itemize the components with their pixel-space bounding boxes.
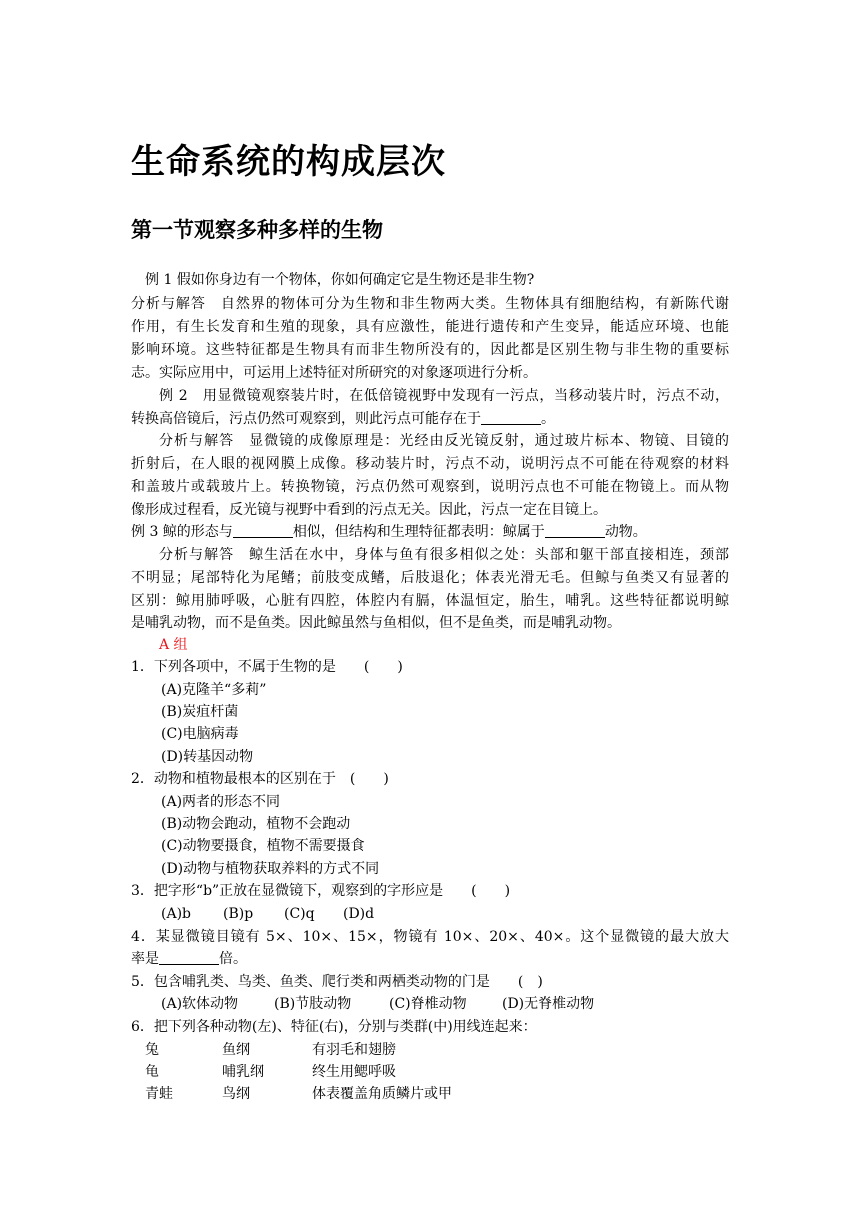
option[interactable]: (A)克隆羊“多莉” — [161, 682, 267, 698]
example-1-answer-line: 分析与解答 自然界的物体可分为生物和非生物两大类。生物体具有细胞结构，有新陈代谢 — [131, 296, 729, 312]
option[interactable]: (A)b — [161, 906, 191, 922]
question-6: 6．把下列各种动物(左)、特征(右)，分别与类群(中)用线连起来： — [131, 1019, 537, 1035]
section-title: 第一节观察多种多样的生物 — [131, 218, 383, 242]
example-3-text: 相似，但结构和生理特征都表明：鲸属于 — [292, 524, 545, 540]
example-3-text: 动物。 — [604, 524, 647, 540]
question-3: 3．把字形“b”正放在显微镜下，观察到的字形应是 ( ) — [131, 883, 511, 899]
question-4: 4．某显微镜目镜有 5×、10×、15×，物镜有 10×、20×、40×。这个显微镜的最大放大 — [131, 929, 729, 945]
example-2-answer-line: 和盖玻片或载玻片上。转换物镜，污点仍然可观察到，说明污点也不可能在物镜上。而从物 — [131, 479, 729, 495]
option[interactable]: (B)炭疽杆菌 — [161, 704, 239, 720]
matching-right-item[interactable]: 终生用鳃呼吸 — [312, 1064, 396, 1080]
question-4-text: 率是 — [131, 951, 159, 967]
example-3-answer-line: 不明显；尾部特化为尾鳍；前肢变成鳍，后肢退化；体表光滑无毛。但鲸与鱼类又有显著的 — [131, 570, 729, 586]
option[interactable]: (C)脊椎动物 — [389, 996, 467, 1012]
option[interactable]: (B)动物会跑动，植物不会跑动 — [161, 816, 351, 832]
example-3-answer-line: 区别：鲸用肺呼吸，心脏有四腔，体腔内有膈，体温恒定，胎生，哺乳。这些特征都说明鲸 — [131, 593, 729, 609]
question-4-cont — [131, 949, 247, 969]
option[interactable]: (B)p — [223, 906, 254, 922]
option[interactable]: (A)两者的形态不同 — [161, 794, 281, 810]
matching-right-item[interactable]: 有羽毛和翅膀 — [312, 1042, 396, 1058]
option[interactable]: (C)q — [284, 906, 315, 922]
matching-middle-item[interactable]: 鸟纲 — [222, 1086, 250, 1102]
matching-middle-item[interactable]: 鱼纲 — [222, 1042, 250, 1058]
option[interactable]: (B)节肢动物 — [274, 996, 352, 1012]
option[interactable]: (C)电脑病毒 — [161, 726, 239, 742]
example-2-answer-line: 像形成过程看，反光镜与视野中看到的污点无关。因此，污点一定在目镜上。 — [131, 502, 607, 518]
matching-middle-item[interactable]: 哺乳纲 — [222, 1064, 264, 1080]
example-3-answer-line: 分析与解答 鲸生活在水中，身体与鱼有很多相似之处：头部和躯干部直接相连，颈部 — [159, 547, 729, 563]
example-2-question: 例 2 用显微镜观察装片时，在低倍镜视野中发现有一污点，当移动装片时，污点不动， — [159, 388, 729, 404]
example-3-question — [131, 522, 647, 542]
group-label: A 组 — [159, 637, 188, 653]
example-1-answer-line: 作用，有生长发育和生殖的现象，具有应激性，能进行遗传和产生变异，能适应环境、也能 — [131, 319, 729, 335]
matching-left-item[interactable]: 青蛙 — [145, 1086, 173, 1102]
example-1-answer-line: 影响环境。这些特征都是生物具有而非生物所没有的，因此都是区别生物与非生物的重要标 — [131, 342, 729, 358]
question-5: 5．包含哺乳类、鸟类、鱼类、爬行类和两栖类动物的门是 ( ) — [131, 974, 543, 990]
question-2: 2．动物和植物最根本的区别在于 ( ) — [131, 771, 389, 787]
page-title: 生命系统的构成层次 — [131, 142, 446, 182]
example-2-answer-line: 折射后，在人眼的视网膜上成像。移动装片时，污点不动，说明污点不可能在待观察的材料 — [131, 456, 729, 472]
matching-left-item[interactable]: 龟 — [145, 1064, 159, 1080]
example-1-question: 例 1 假如你身边有一个物体，你如何确定它是生物还是非生物? — [145, 272, 535, 288]
example-2-text-end: 。 — [541, 411, 555, 427]
answer-blank[interactable] — [233, 523, 293, 538]
matching-right-item[interactable]: 体表覆盖角质鳞片或甲 — [312, 1086, 452, 1102]
example-2-answer-line: 分析与解答 显微镜的成像原理是：光经由反光镜反射，通过玻片标本、物镜、目镜的 — [159, 433, 729, 449]
example-2-text: 转换高倍镜后，污点仍然可观察到，则此污点可能存在于 — [131, 411, 481, 427]
option[interactable]: (A)软体动物 — [161, 996, 239, 1012]
question-4-text-end: 倍。 — [219, 951, 247, 967]
example-3-answer-line: 是哺乳动物，而不是鱼类。因此鲸虽然与鱼相似，但不是鱼类，而是哺乳动物。 — [131, 615, 621, 631]
matching-left-item[interactable]: 兔 — [145, 1042, 159, 1058]
option[interactable]: (D)无脊椎动物 — [502, 996, 595, 1012]
option[interactable]: (D)d — [343, 906, 375, 922]
example-2-question-cont — [131, 409, 555, 429]
answer-blank[interactable] — [481, 410, 541, 425]
option[interactable]: (D)动物与植物获取养料的方式不同 — [161, 861, 380, 877]
option[interactable]: (D)转基因动物 — [161, 749, 254, 765]
option[interactable]: (C)动物要摄食，植物不需要摄食 — [161, 838, 365, 854]
answer-blank[interactable] — [159, 950, 219, 965]
question-1: 1．下列各项中，不属于生物的是 ( ) — [131, 659, 403, 675]
example-3-text: 例 3 鲸的形态与 — [131, 524, 233, 540]
example-1-answer-line: 志。实际应用中，可运用上述特征对所研究的对象逐项进行分析。 — [131, 365, 537, 381]
answer-blank[interactable] — [545, 523, 605, 538]
